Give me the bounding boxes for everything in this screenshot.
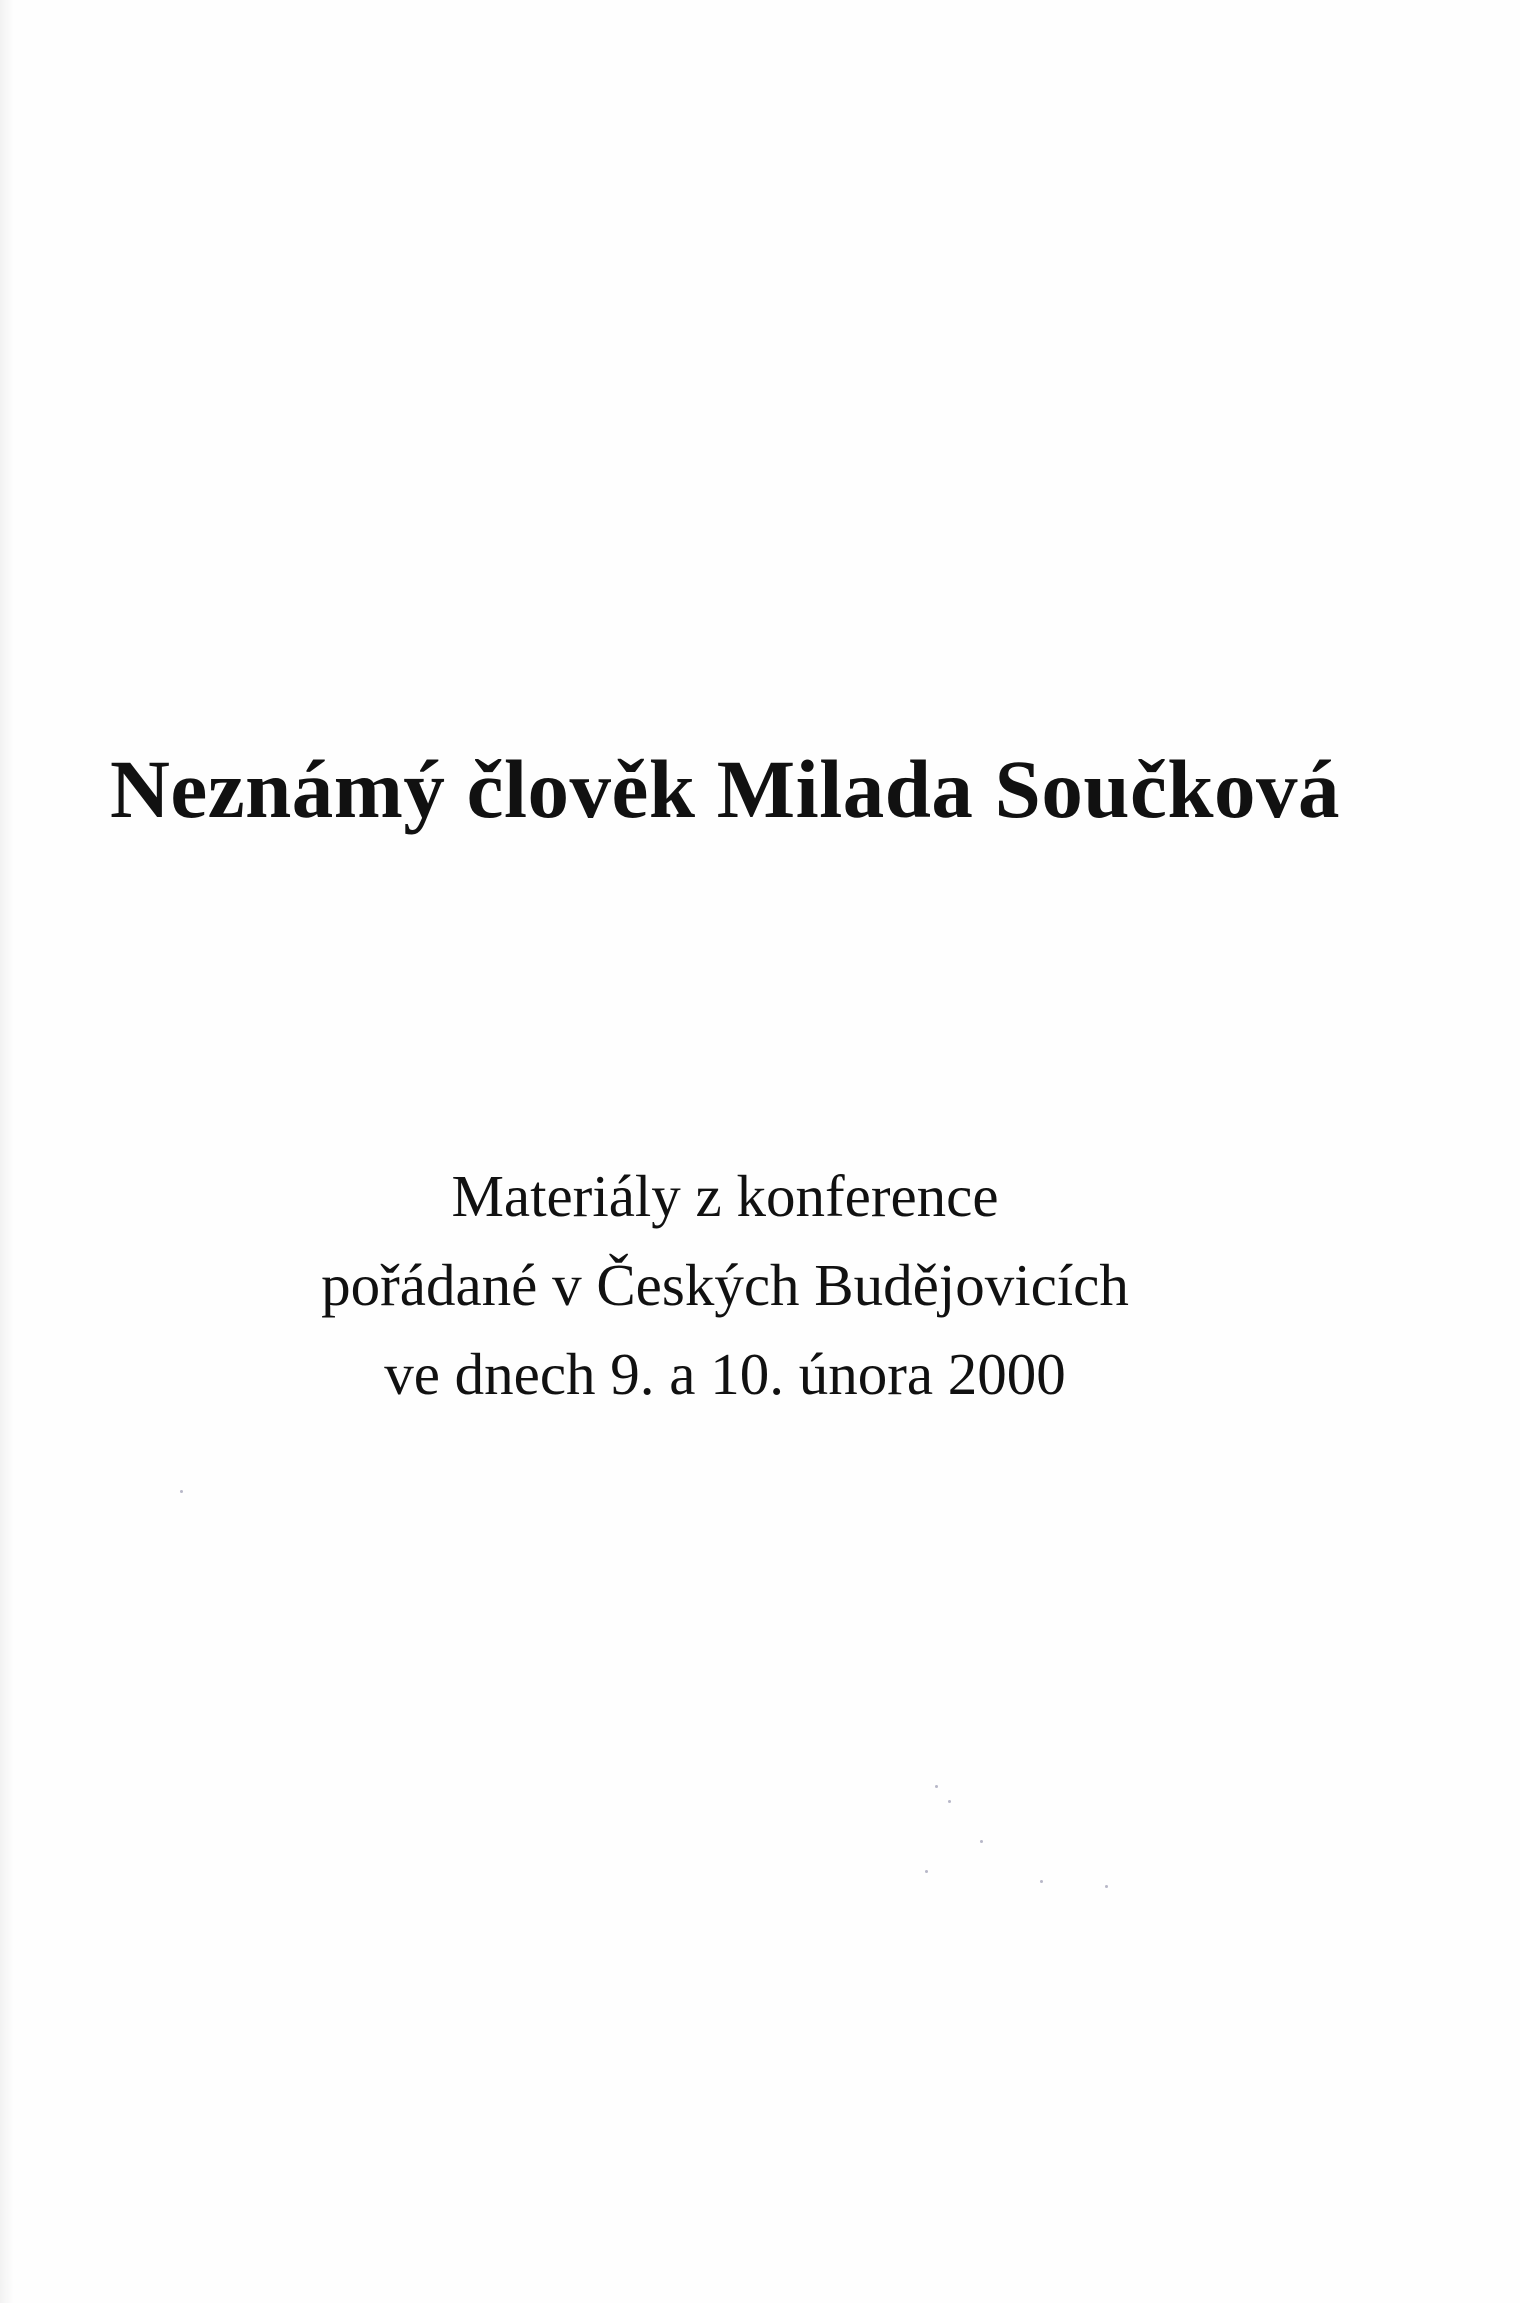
scan-speckle — [980, 1840, 983, 1843]
subtitle-line-2: pořádané v Českých Budějovicích — [321, 1252, 1129, 1318]
subtitle-line-3: ve dnech 9. a 10. února 2000 — [384, 1341, 1066, 1407]
scan-speckle — [935, 1785, 938, 1788]
scan-speckle — [925, 1870, 928, 1873]
scan-speckle — [948, 1800, 951, 1803]
scan-speckle — [180, 1490, 183, 1493]
subtitle-line-1: Materiály z konference — [451, 1163, 999, 1229]
page-title: Neznámý člověk Milada Součková — [109, 742, 1340, 835]
scan-speckle — [1040, 1880, 1043, 1883]
scan-speckle — [1105, 1885, 1108, 1888]
conference-subtitle — [0, 1152, 1450, 1419]
